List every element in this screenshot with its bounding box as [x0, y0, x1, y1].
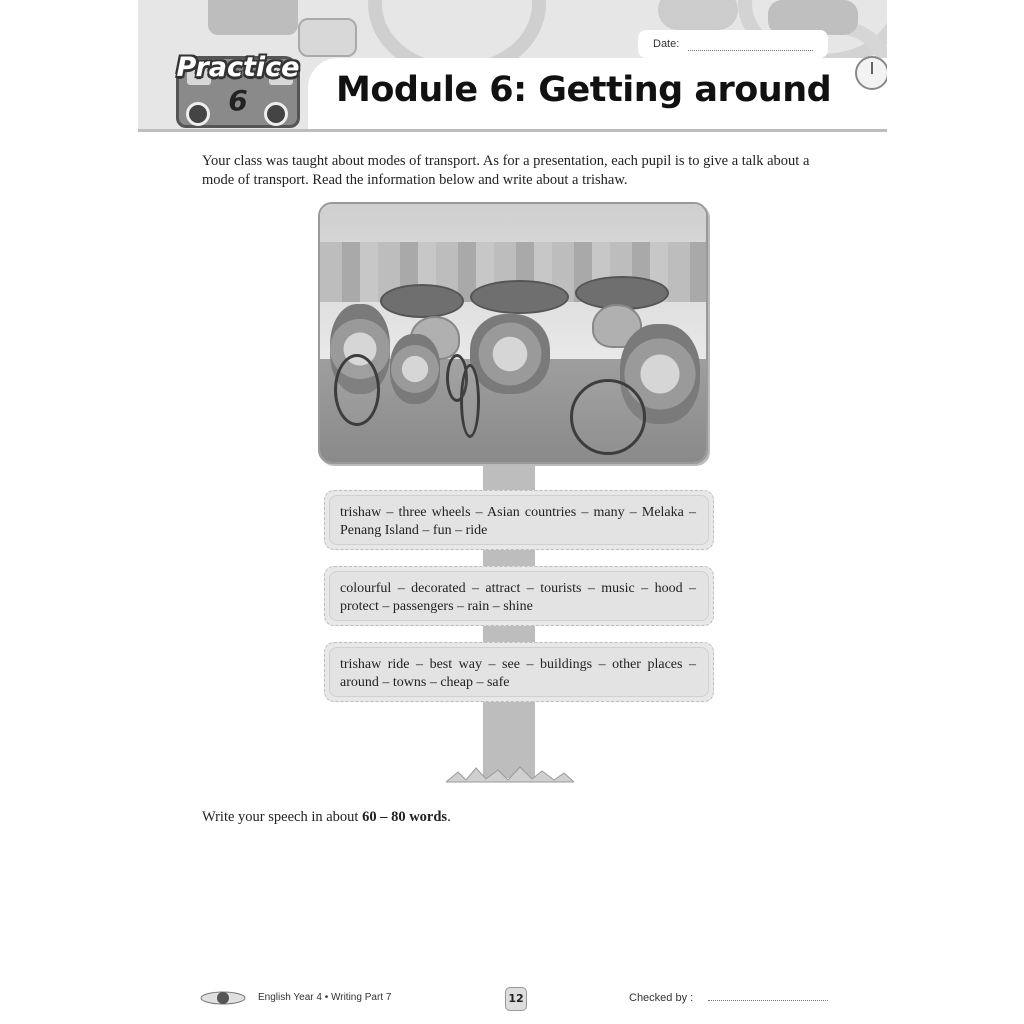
grass-base	[446, 764, 574, 784]
car-illustration	[658, 0, 738, 30]
note-text: trishaw ride – best way – see – buildings – other places – around – towns – cheap – safe	[340, 657, 696, 690]
task-prefix: Write your speech in about	[202, 809, 363, 825]
note-box-3	[324, 642, 714, 702]
wheel	[460, 364, 480, 438]
trishaw-canopy	[380, 284, 464, 318]
trishaw-canopy	[470, 280, 569, 314]
clock-icon	[855, 56, 887, 90]
page-title: Module 6: Getting around	[336, 70, 832, 110]
date-field	[638, 30, 828, 58]
note-inner	[329, 495, 709, 545]
note-text: colourful – decorated – attract – tourists – music – hood – protect – passengers – rain – shine	[340, 581, 696, 614]
flower-decoration	[390, 334, 440, 404]
wheel	[334, 354, 380, 426]
note-inner	[329, 647, 709, 697]
task-suffix: .	[447, 809, 451, 825]
publisher-logo	[200, 990, 246, 1006]
worksheet-page	[138, 0, 887, 1024]
note-text: trishaw – three wheels – Asian countries – many – Melaka – Penang Island – fun – ride	[340, 505, 696, 538]
note-box-2	[324, 566, 714, 626]
date-line	[688, 50, 813, 51]
writing-task	[202, 809, 451, 826]
note-inner	[329, 571, 709, 621]
header-banner	[138, 0, 887, 132]
checked-by-line	[708, 1000, 828, 1001]
badge-label: Practice	[176, 52, 300, 83]
instructions-text: Your class was taught about modes of transport. As for a presentation, each pupil is to give a talk about a mode of transport. Read the information below and write about a trishaw.	[202, 153, 810, 188]
trishaw-photo	[318, 202, 708, 464]
practice-badge	[168, 42, 304, 132]
book-title: English Year 4 • Writing Part 7	[258, 992, 392, 1003]
wheel	[570, 379, 646, 455]
word-count: 60 – 80 words	[362, 809, 448, 825]
date-label: Date:	[653, 38, 680, 50]
truck-illustration	[208, 0, 298, 35]
checked-by-label: Checked by :	[629, 992, 694, 1004]
note-box-1	[324, 490, 714, 550]
flower-decoration	[470, 314, 550, 394]
badge-number: 6	[228, 84, 248, 117]
page-number: 12	[505, 987, 527, 1011]
